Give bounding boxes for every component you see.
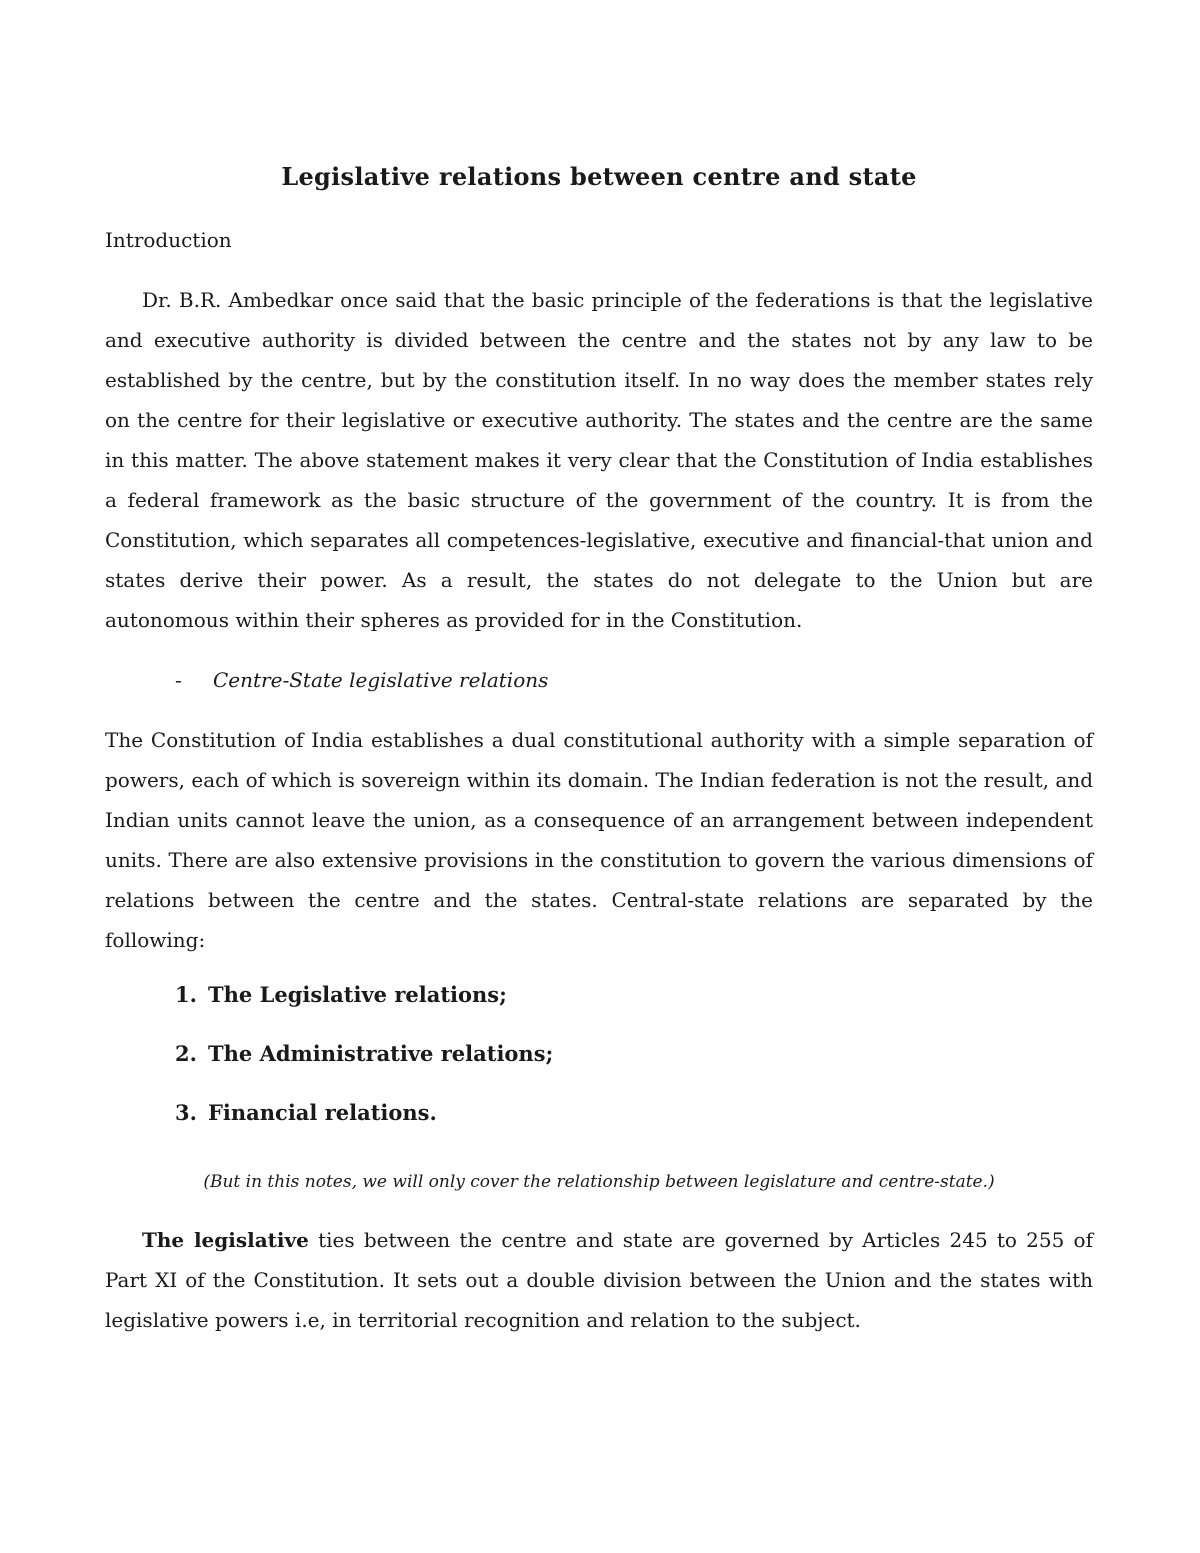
list-item-number: 3. (175, 1100, 197, 1125)
subheading-dash: - (175, 668, 182, 692)
intro-heading: Introduction (105, 228, 232, 252)
final-paragraph (105, 1220, 1093, 1340)
document-title: Legislative relations between centre and state (281, 162, 917, 191)
subheading-text: Centre-State legislative relations (213, 668, 549, 692)
list-item-text: The Legislative relations; (208, 982, 507, 1007)
list-item-number: 2. (175, 1041, 197, 1066)
list-item (175, 1039, 553, 1098)
relations-list (175, 980, 553, 1157)
relations-paragraph: The Constitution of India establishes a dual constitutional authority with a simple separation of powers, each of which is sovereign within its domain. The Indian federation is not the result, and Indian units cannot leave the union, as a consequence of an arrangement between independent units. There are also extensive provisions in the constitution to govern the various dimensions of relations between the centre and the states. Central-state relations are separated by the following: (105, 728, 1093, 952)
section-subheading (175, 662, 548, 698)
list-item-number: 1. (175, 982, 197, 1007)
list-item (175, 1098, 553, 1157)
list-item-text: Financial relations. (208, 1100, 437, 1125)
final-paragraph-body: ties between the centre and state are governed by Articles 245 to 255 of Part XI of the Constitution. It sets out a double division between the Union and the states with legislative powers i.e, in territorial recognition and relation to the subject. (105, 1228, 1093, 1332)
list-item (175, 980, 553, 1039)
list-item-text: The Administrative relations; (208, 1041, 554, 1066)
intro-paragraph: Dr. B.R. Ambedkar once said that the basic principle of the federations is that the legislative and executive authority is divided between the centre and the states not by any law to be established by the centre, but by the constitution itself. In no way does the member states rely on the centre for their legislative or executive authority. The states and the centre are the same in this matter. The above statement makes it very clear that the Constitution of India establishes a federal framework as the basic structure of the government of the country. It is from the Constitution, which separates all competences-legislative, executive and financial-that union and states derive their power. As a result, the states do not delegate to the Union but are autonomous within their spheres as provided for in the Constitution. (105, 288, 1093, 632)
final-paragraph-lead: The legislative (142, 1228, 309, 1252)
scope-note: (But in this notes, we will only cover the relationship between legislature and centre-state.) (203, 1172, 995, 1192)
